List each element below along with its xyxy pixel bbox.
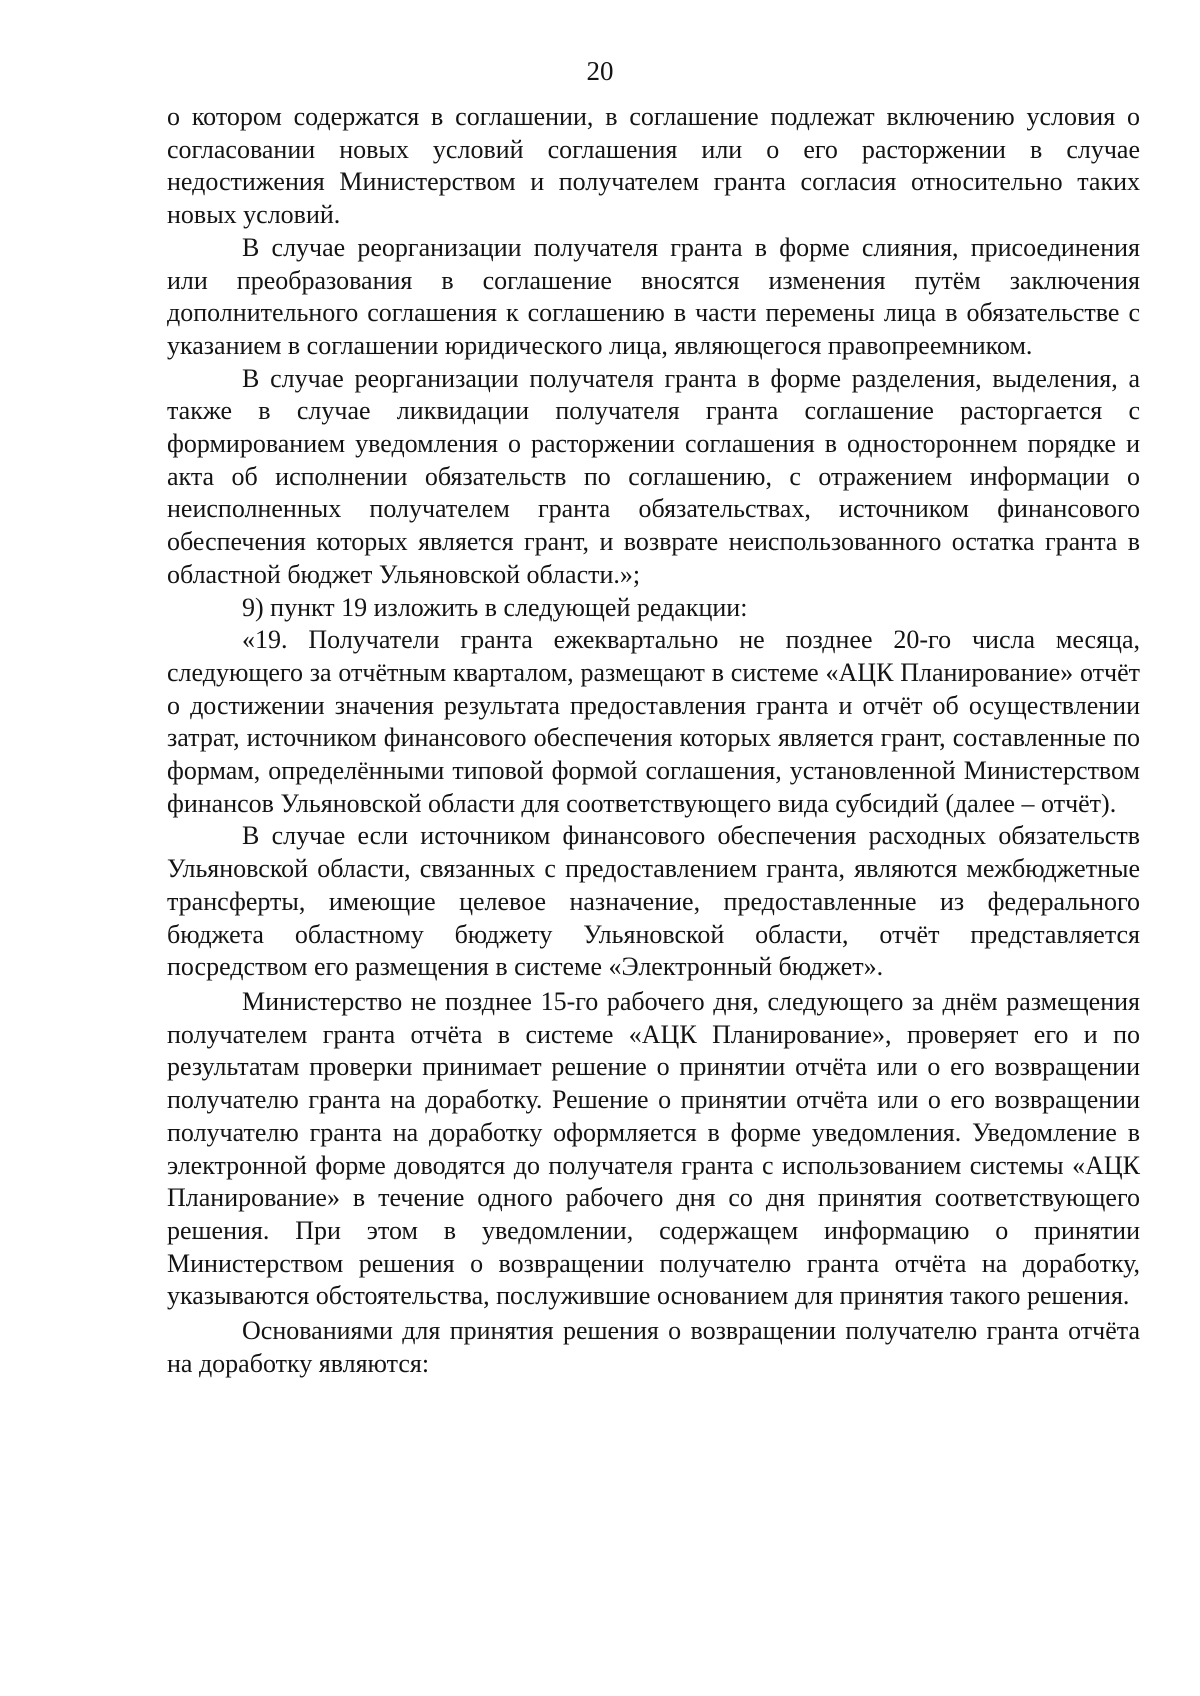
document-body [167, 101, 1140, 1380]
paragraph-clause-19: «19. Получатели гранта ежеквартально не позднее 20-го числа месяца, следующего за отчётным кварталом, размещают в системе «АЦК Планирование» отчёт о достижении значения результата предоставления гранта и отчёт об осуществлении затрат, источником финансового обеспечения которых является грант, составленные по формам, определёнными типовой формой соглашения, установленной Министерством финансов Ульяновской области для соответствующего вида субсидий (далее – отчёт). [167, 625, 1140, 818]
paragraph-reorganization-merger: В случае реорганизации получателя гранта в форме слияния, присоединения или преобразования в соглашение вносятся изменения путём заключения дополнительного соглашения к соглашению в части перемены лица в обязательстве с указанием в соглашении юридического лица, являющегося правопреемником. [167, 232, 1140, 360]
paragraph-continuation: о котором содержатся в соглашении, в соглашение подлежат включению условия о согласовании новых условий соглашения или о его расторжении в случае недостижения Министерством и получателем гранта согласия относительно таких новых условий. [167, 102, 1140, 230]
paragraph-reorganization-division: В случае реорганизации получателя гранта в форме разделения, выделения, а также в случае ликвидации получателя гранта соглашение расторгается с формированием уведомления о расторжении соглашения в одностороннем порядке и акта об исполнении обязательств по соглашению, с отражением информации о неисполненных получателем гранта обязательствах, источником финансового обеспечения которых является грант, и возврате неиспользованного остатка гранта в областной бюджет Ульяновской области.»; [167, 363, 1140, 589]
page-number: 20 [586, 56, 614, 86]
paragraph-item-9: 9) пункт 19 изложить в следующей редакции: [242, 592, 748, 622]
paragraph-grounds: Основаниями для принятия решения о возвращении получателю гранта отчёта на доработку являются: [167, 1316, 1140, 1378]
paragraph-ministry-review: Министерство не позднее 15-го рабочего дня, следующего за днём размещения получателем гранта отчёта в системе «АЦК Планирование», проверяет его и по результатам проверки принимает решение о принятии отчёта или о его возвращении получателю гранта на доработку. Решение о принятии отчёта или о его возвращении получателю гранта на доработку оформляется в форме уведомления. Уведомление в электронной форме доводятся до получателя гранта с использованием системы «АЦК Планирование» в течение одного рабочего дня со дня принятия соответствующего решения. При этом в уведомлении, содержащем информацию о принятии Министерством решения о возвращении получателю гранта отчёта на доработку, указываются обстоятельства, послужившие основанием для принятия такого решения. [167, 986, 1140, 1311]
paragraph-federal-transfers: В случае если источником финансового обеспечения расходных обязательств Ульяновской области, связанных с предоставлением гранта, являются межбюджетные трансферты, имеющие целевое назначение, предоставленные из федерального бюджета областному бюджету Ульяновской области, отчёт представляется посредством его размещения в системе «Электронный бюджет». [167, 821, 1140, 982]
